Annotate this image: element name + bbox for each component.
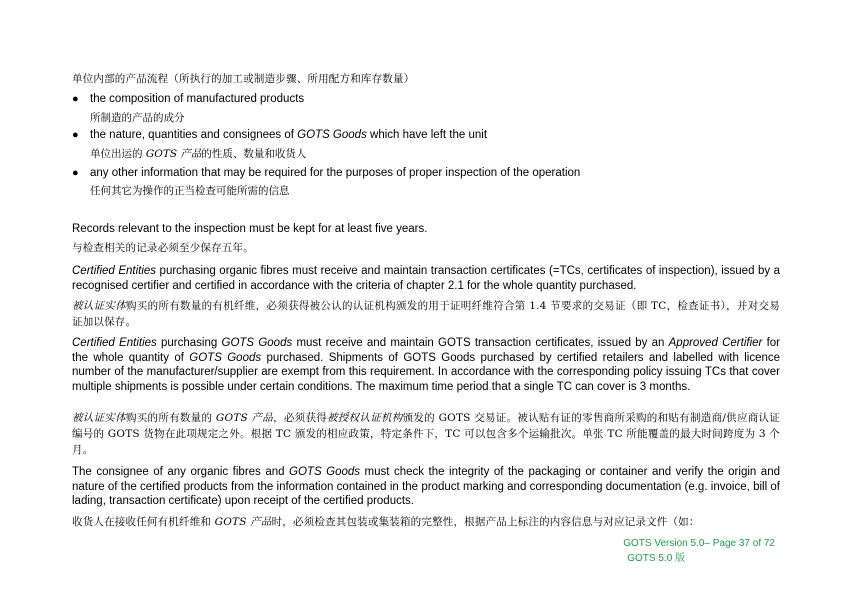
list-item-cn: 所制造的产品的成分 (90, 112, 185, 124)
paragraph-tc-organic-en: Certified Entities purchasing organic fibres must receive and maintain transaction certificates (=TCs, certificates of inspection), issued by a recognised certifier and certified in accordance with the criteria of chapter 2.1 for the whole quantity purchased. (72, 265, 781, 292)
paragraph-tc-gots-en: Certified Entities purchasing GOTS Goods must receive and maintain GOTS transaction certificates, issued by an Approved Certifier for the whole quantity of GOTS Goods purchased. Shipments of GOTS Goods purchased by certified retailers and labelled with licence number of the manufacturer/supplier are exempt from this requirement. In accordance with the corresponding policy issuing TCs that cover multiple shipments is possible under certain conditions. The maximum time period that a single TC can cover is 3 months. (72, 337, 781, 393)
footer-version-cn: GOTS 5.0 版 (627, 553, 686, 564)
records-cn: 与检查相关的记录必须至少保存五年。 (72, 242, 254, 254)
paragraph-consignee-en: The consignee of any organic fibres and GOTS Goods must check the integrity of the packaging or container and verify the origin and nature of the certified products from the information contained in the product marking and corresponding documentation (e.g. invoice, bill of lading, transaction certificate) upon receipt of the certified products. (72, 466, 780, 507)
paragraph-consignee-cn: 收货人在接收任何有机纤维和 GOTS 产品时，必须检查其包装或集装箱的完整性，根据产品上标注的内容信息与对应记录文件（如： (72, 516, 700, 528)
footer-version-line: GOTS Version 5.0– Page 37 of 72 (623, 538, 775, 549)
intro-cn: 单位内部的产品流程（所执行的加工或制造步骤、所用配方和库存数量） (72, 73, 415, 85)
list-item-cn: 单位出运的 GOTS 产品的性质、数量和收货人 (90, 148, 307, 160)
paragraph-tc-organic-cn: 被认证实体购买的所有数量的有机纤维，必须获得被公认的认证机构颁发的用于证明纤维符合第 1.4 节要求的交易证（即 TC，检查证书），并对交易证加以保存。 (72, 300, 780, 328)
bullet-icon: ● (72, 167, 79, 179)
bullet-icon: ● (72, 129, 79, 141)
list-item-cn: 任何其它为操作的正当检查可能所需的信息 (90, 185, 290, 197)
bullet-icon: ● (72, 93, 79, 105)
page-footer (623, 538, 775, 564)
document-page: 单位内部的产品流程（所执行的加工或制造步骤、所用配方和库存数量） ● the composition of manufactured products 所制造的产品的成分 ● the nature, quantities and consignees of GOTS Goods which have left the unit 单位出运的 GOTS 产品的性质、数量和收货人 ● any other information that may be required for the purposes of proper inspection of the operation 任何其它为操作的正当检查可能所需的信息 Records relevant to the inspection must be kept for at least five years. 与检查相关的记录必须至少保存五年。 Certified Entities purchasing organic fibres must receive and maintain transaction certificates (=TCs, certificates of inspection), issued by a recognised certifier and certified in accordance with the criteria of chapter 2.1 for the whole quantity purchased. 被认证实体购买的所有数量的有机纤维，必须获得被公认的认证机构颁发的用于证明纤维符合第 1.4 节要求的交易证（即 TC，检查证书），并对交易证加以保存。 Certified Entities purchasing GOTS Goods must receive and maintain GOTS transaction certificates, issued by an Approved Certifier for the whole quantity of GOTS Goods purchased. Shipments of GOTS Goods purchased by certified retailers and labelled with licence number of the manufacturer/supplier are exempt from this requirement. In accordance with the corresponding policy issuing TCs that cover multiple shipments is possible under certain conditions. The maximum time period that a single TC can cover is 3 months. 被认证实体购买的所有数量的 GOTS 产品，必须获得被授权认证机构颁发的 GOTS 交易证。被认贴有证的零售商所采购的和贴有制造商/供应商认证编号的 GOTS 货物在此项规定之外。根据 TC 颁发的相应政策，特定条件下，TC 可以包含多个运输批次。单张 TC 所能覆盖的最大时间跨度为 3 个月。 The consignee of any organic fibres and GOTS Goods must check the integrity of the packaging or container and verify the origin and nature of the certified products from the information contained in the product marking and corresponding documentation (e.g. invoice, bill of lading, transaction certificate) upon receipt of the certified products. 收货人在接收任何有机纤维和 GOTS 产品时，必须检查其包装或集装箱的完整性，根据产品上标注的内容信息与对应记录文件（如： GOTS Version 5.0– Page 37 of 72 GOTS 5.0 版 (72, 73, 781, 564)
records-en: Records relevant to the inspection must be kept for at least five years. (72, 223, 428, 235)
paragraph-tc-gots-cn: 被认证实体购买的所有数量的 GOTS 产品，必须获得被授权认证机构颁发的 GOTS 交易证。被认贴有证的零售商所采购的和贴有制造商/供应商认证编号的 GOTS 货物在此项规定之外。根据 TC 颁发的相应政策，特定条件下，TC 可以包含多个运输批次。单张 TC 所能覆盖的最大时间跨度为 3 个月。 (72, 412, 781, 456)
